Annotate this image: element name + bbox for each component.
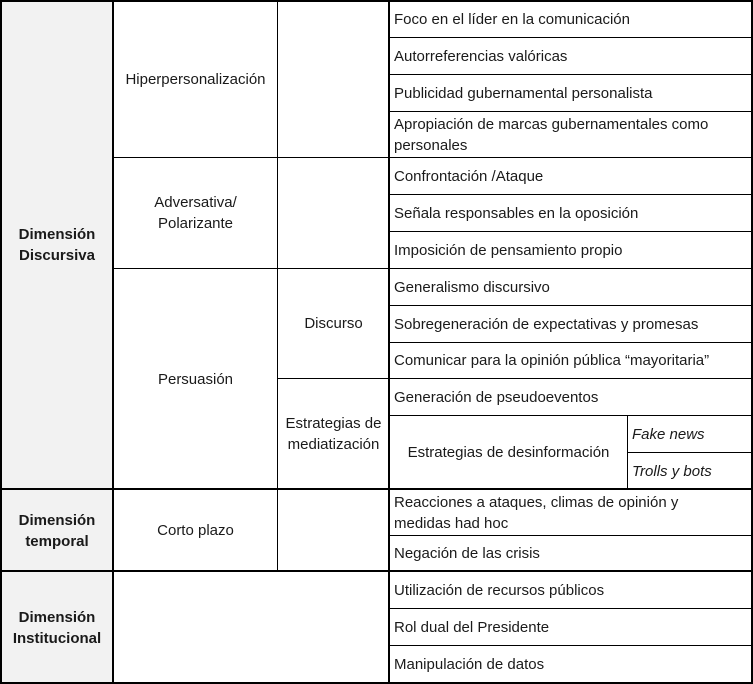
category-hiperpersonalizacion — [113, 0, 278, 158]
item-foco-lider-label: Foco en el líder en la comunicación — [394, 10, 630, 28]
subcategory-hiper-empty — [277, 0, 390, 158]
item-recursos — [389, 571, 753, 609]
item-reacciones-label: Reacciones a ataques, climas de opinión y medidas had hoc — [394, 493, 679, 532]
item-manipulacion-label: Manipulación de datos — [394, 656, 545, 673]
item-senala — [389, 194, 753, 232]
item-confrontacion — [389, 157, 753, 195]
category-persuasion — [113, 268, 278, 490]
item-imposicion-label: Imposición de pensamiento propio — [394, 241, 623, 259]
item-apropiacion-label: Apropiación de marcas gubernamentales como personales — [394, 115, 709, 154]
subcategory-corto-plazo-empty — [277, 489, 390, 572]
item-recursos-label: Utilización de recursos públicos — [394, 581, 605, 599]
item-foco-lider — [389, 0, 753, 38]
item-comunicar-label: Comunicar para la opinión pública “mayoritaria” — [394, 352, 710, 369]
item-trolls-label: Trolls y bots — [632, 462, 712, 480]
dimension-discursiva — [0, 0, 114, 490]
item-apropiacion — [389, 111, 753, 158]
item-comunicar — [389, 342, 753, 379]
item-reacciones — [389, 489, 753, 536]
item-trolls — [627, 452, 753, 490]
item-fake-news-label: Fake news — [632, 425, 705, 443]
category-corto-plazo — [113, 489, 278, 572]
category-corto-plazo-label: Corto plazo — [157, 522, 234, 539]
item-sobregeneracion — [389, 305, 753, 343]
item-pseudoeventos — [389, 378, 753, 416]
item-generalismo-label: Generalismo discursivo — [394, 278, 550, 296]
dimension-temporal-label: Dimensión temporal — [18, 511, 96, 550]
category-institucional-empty — [113, 571, 390, 684]
item-sobregeneracion-label: Sobregeneración de expectativas y promesas — [394, 315, 699, 333]
item-autorreferencias-label: Autorreferencias valóricas — [394, 47, 568, 65]
item-desinformacion-label: Estrategias de desinformación — [407, 444, 610, 461]
item-senala-label: Señala responsables en la oposición — [394, 204, 639, 222]
dimension-institucional-label: Dimensión Institucional — [12, 608, 102, 647]
item-desinformacion — [389, 415, 628, 490]
category-persuasion-label: Persuasión — [157, 370, 234, 388]
item-publicidad — [389, 74, 753, 112]
item-negacion — [389, 535, 753, 572]
item-confrontacion-label: Confrontación /Ataque — [394, 167, 544, 185]
subcategory-adversativa-empty — [277, 157, 390, 269]
dimension-temporal — [0, 489, 114, 572]
thick-rule-col1 — [112, 0, 114, 684]
item-generalismo — [389, 268, 753, 306]
item-fake-news — [627, 415, 753, 453]
subcategory-estrategias-mediatizacion — [277, 378, 390, 490]
item-publicidad-label: Publicidad gubernamental personalista — [394, 84, 653, 102]
thick-rule-col4 — [388, 0, 390, 684]
thick-rule-row-temporal — [0, 488, 753, 490]
subcategory-discurso — [277, 268, 390, 379]
item-rol-dual-label: Rol dual del Presidente — [394, 618, 550, 636]
dimension-institucional — [0, 571, 114, 684]
category-adversativa — [113, 157, 278, 269]
category-adversativa-label: Adversativa/ Polarizante — [154, 194, 237, 232]
dimension-discursiva-label: Dimensión Discursiva — [18, 226, 96, 264]
thick-rule-row-institucional — [0, 570, 753, 572]
subcategory-discurso-label: Discurso — [304, 315, 363, 332]
item-negacion-label: Negación de las crisis — [394, 545, 540, 562]
item-rol-dual — [389, 608, 753, 646]
category-hiperpersonalizacion-label: Hiperpersonalización — [125, 70, 266, 88]
item-manipulacion — [389, 645, 753, 684]
item-imposicion — [389, 231, 753, 269]
item-pseudoeventos-label: Generación de pseudoeventos — [394, 388, 599, 406]
item-autorreferencias — [389, 37, 753, 75]
subcategory-estrategias-mediatizacion-label: Estrategias de mediatización — [285, 415, 382, 453]
